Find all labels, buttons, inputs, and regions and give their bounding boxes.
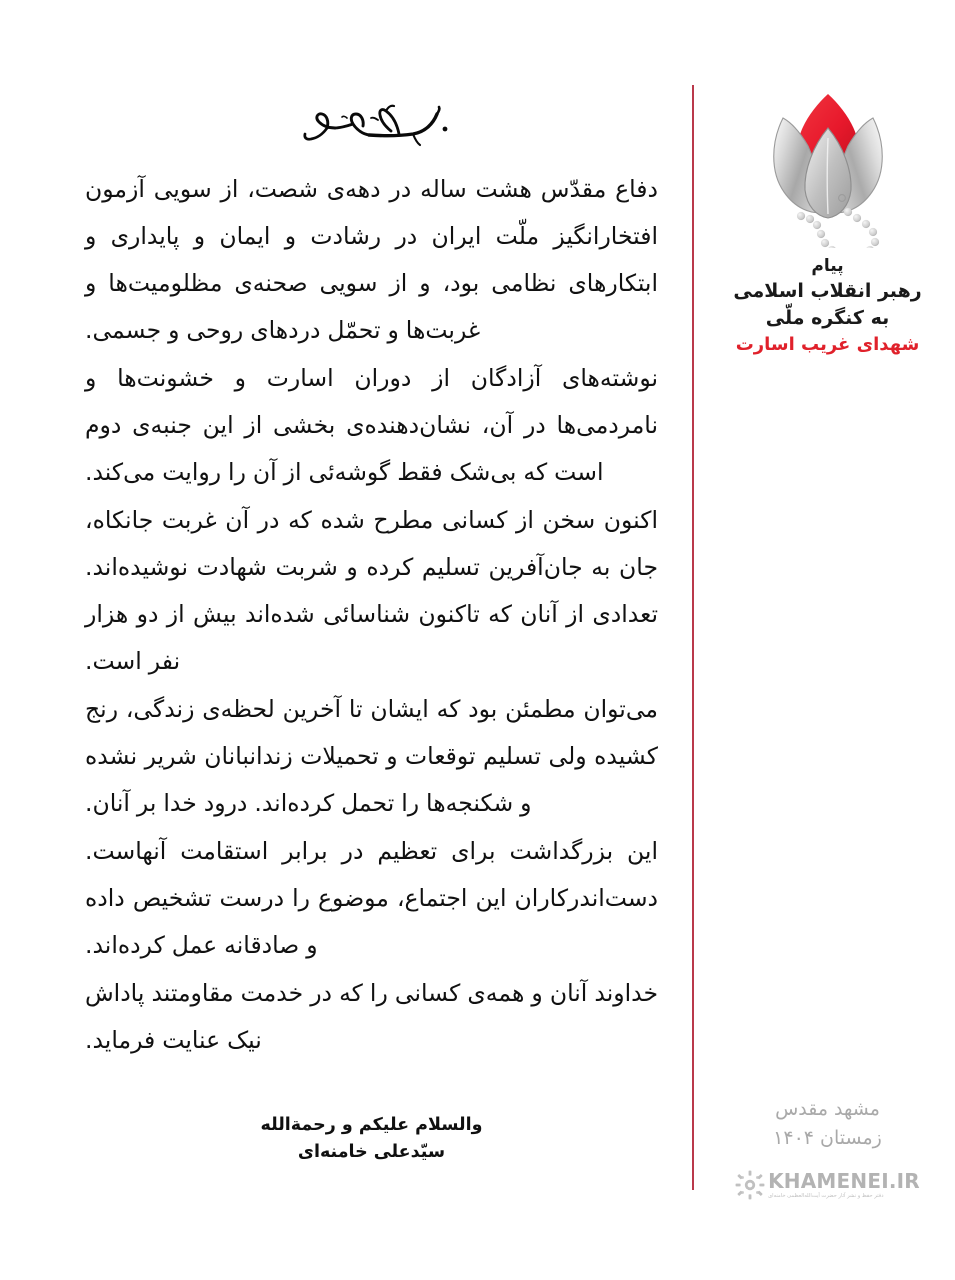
brand-subtitle-label: دفتر حفظ و نشر آثار حضرت آیت‌الله‌العظمی خامنه‌ای <box>768 1192 884 1199</box>
letter-paragraph: خداوند آنان و همه‌ی کسانی را که در خدمت مقاومتند پاداش نیک عنایت فرماید. <box>85 979 658 1054</box>
sidebar-footer-block <box>700 1095 955 1200</box>
signature-closing: والسلام علیکم و رحمة‌الله <box>260 1115 483 1135</box>
khamenei-ir-brand[interactable] <box>700 1170 955 1200</box>
letter-paragraph: نوشته‌های آزادگان از دوران اسارت و خشونت‌ها و نامردمی‌ها در آن، نشان‌دهنده‌ی بخشی از این جنبه‌ی دوم است که بی‌شک فقط گوشه‌ئی از آن را روایت می‌کند. <box>85 364 658 486</box>
letter-paragraph: این بزرگداشت برای تعظیم در برابر استقامت آنهاست. دست‌اندرکاران این اجتماع، موضوع را درست تشخیص داده و صادقانه عمل کرده‌اند. <box>85 837 658 959</box>
sidebar-header-block <box>700 80 955 1200</box>
letter-paragraph: اکنون سخن از کسانی مطرح شده که در آن غربت جانکاه، جان به جان‌آفرین تسلیم کرده و شربت شهادت نوشیده‌اند. تعدادی از آنان که تاکنون شناسائی شده‌اند بیش از دو هزار نفر است. <box>85 506 658 675</box>
vertical-red-divider <box>692 85 694 1190</box>
sidebar-title-group <box>700 254 955 358</box>
date-label: زمستان ۱۴۰۴ <box>773 1127 882 1150</box>
signature-name: سیّدعلی خامنه‌ای <box>297 1142 446 1163</box>
bismillah-calligraphy <box>85 96 658 160</box>
letter-body <box>85 96 658 1065</box>
signature-block <box>85 1112 658 1166</box>
sidebar-title-line-2: رهبر انقلاب اسلامی <box>733 280 922 303</box>
khamenei-ir-emblem-icon <box>735 1170 765 1200</box>
sidebar-title-line-3: به کنگره ملّی <box>765 307 890 330</box>
sidebar-title-line-1: پیام <box>811 256 844 276</box>
letter-paragraph: دفاع مقدّس هشت ساله در دهه‌ی شصت، از سویی آزمون افتخارانگیز ملّت ایران در رشادت و ایمان و پایداری و ابتکارهای نظامی بود، و از سویی صحنه‌ی مظلومیت‌ها و غربت‌ها و تحمّل دردهای روحی و جسمی. <box>85 175 658 344</box>
tulip-with-prayer-beads-logo <box>753 88 903 248</box>
brand-name-label: KHAMENEI.IR <box>768 1168 920 1193</box>
sidebar-title-line-4-highlight: شهدای غریب اسارت <box>735 334 920 356</box>
letter-paragraph: می‌توان مطمئن بود که ایشان تا آخرین لحظه‌ی زندگی، رنج کشیده ولی تسلیم توقعات و تحمیلات زندانبانان شریر نشده و شکنجه‌ها را تحمل کرده‌اند. درود خدا بر آنان. <box>85 695 658 817</box>
place-label: مشهد مقدس <box>775 1098 880 1120</box>
